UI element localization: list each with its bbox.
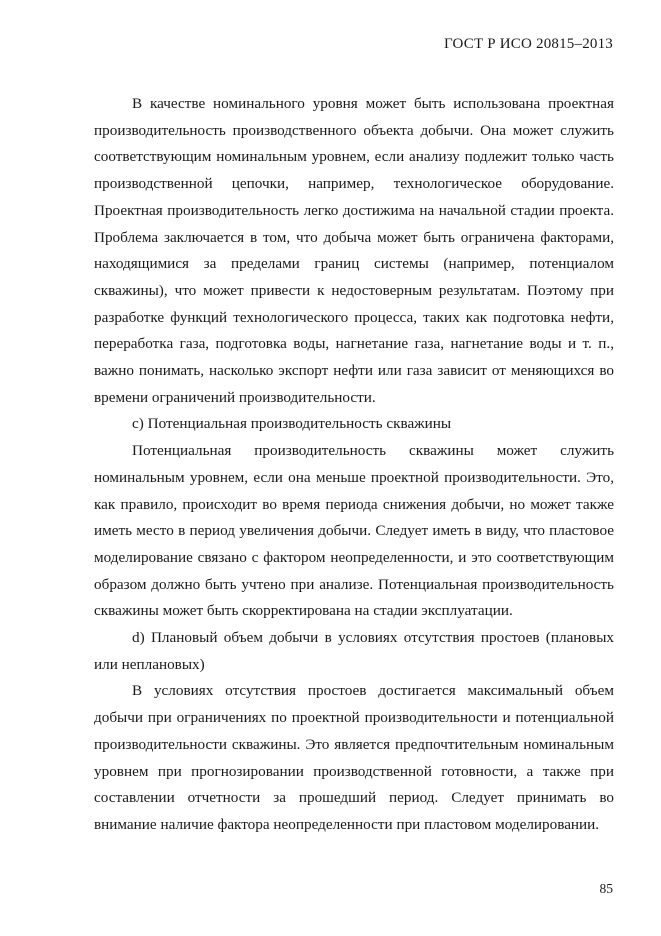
paragraph-no-downtime: В условиях отсутствия простоев достигается максимальный объем добычи при ограничениях по проектной производительности и потенциальной производительности скважины. Это является предпочтительным номинальным уровнем при прогнозировании производственной готовности, а также при составлении отчетности за прошедший период. Следует принимать во внимание наличие фактора неопределенности при пластовом моделировании.: [94, 682, 614, 833]
paragraph-nominal-level: В качестве номинального уровня может быть использована проектная производительность производственного объекта добычи. Она может служить соответствующим номинальным уровнем, если анализу подлежит только часть производственной цепочки, например, технологическое оборудование. Проектная производительность легко достижима на начальной стадии проекта. Проблема заключается в том, что добыча может быть ограничена факторами, находящимися за пределами границ системы (например, потенциалом скважины), что может привести к недостоверным результатам. Поэтому при разработке функций технологического процесса, таких как подготовка нефти, переработка газа, подготовка воды, нагнетание газа, нагнетание воды и т. п., важно понимать, насколько экспорт нефти или газа зависит от меняющихся во времени ограничений производительности.: [94, 95, 614, 406]
list-item-c-heading: с) Потенциальная производительность скважины: [132, 415, 452, 433]
document-body: [94, 91, 614, 839]
paragraph-well-potential: Потенциальная производительность скважины может служить номинальным уровнем, если она меньше проектной производительности. Это, как правило, происходит во время периода снижения добычи, но может также иметь место в период увеличения добычи. Следует иметь в виду, что пластовое моделирование связано с фактором неопределенности, и это соответствующим образом должно быть учтено при анализе. Потенциальная производительность скважины может быть скорректирована на стадии эксплуатации.: [94, 442, 614, 620]
page-number: 85: [599, 881, 613, 896]
list-item-d-heading: d) Плановый объем добычи в условиях отсутствия простоев (плановых или неплановых): [94, 629, 614, 673]
document-header-standard-id: ГОСТ Р ИСО 20815–2013: [444, 36, 613, 52]
